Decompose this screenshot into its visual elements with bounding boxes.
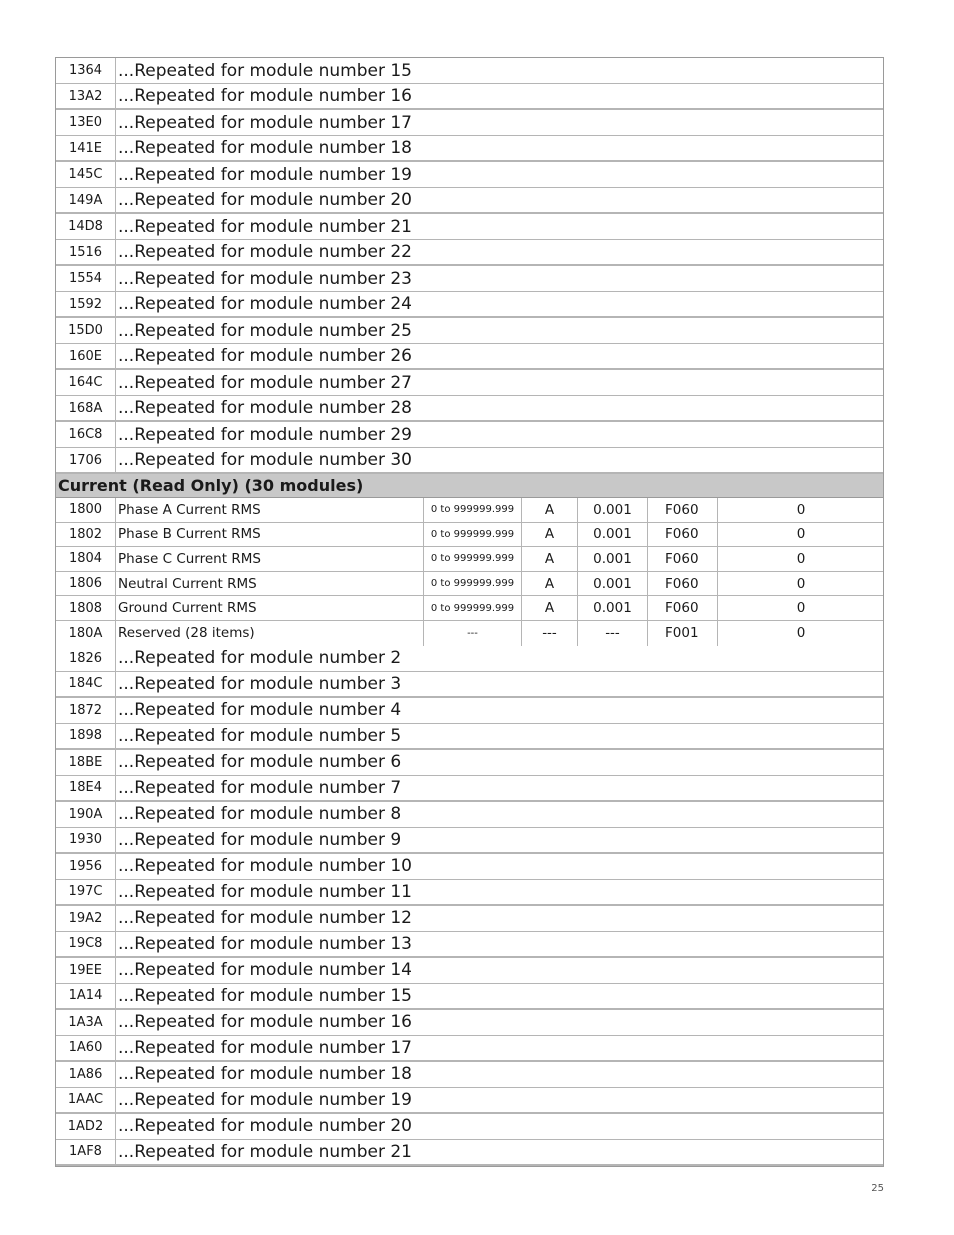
repeat-description: ...Repeated for module number 20 bbox=[118, 190, 412, 210]
repeat-row bbox=[56, 266, 883, 292]
register-units: A bbox=[522, 596, 578, 620]
repeat-row bbox=[56, 84, 883, 110]
register-address: 149A bbox=[56, 188, 116, 212]
register-default: 0 bbox=[796, 575, 806, 592]
repeat-row bbox=[56, 1062, 883, 1088]
repeat-row bbox=[56, 1114, 883, 1140]
register-address: 1872 bbox=[56, 698, 116, 723]
register-address: 1AF8 bbox=[56, 1140, 116, 1164]
register-address: 19EE bbox=[56, 958, 116, 983]
register-range: 0 to 999999.999 bbox=[424, 596, 522, 620]
repeat-description: ...Repeated for module number 2 bbox=[118, 648, 402, 669]
register-address: 1AD2 bbox=[56, 1114, 116, 1139]
register-step: 0.001 bbox=[578, 572, 648, 596]
repeat-description: ...Repeated for module number 16 bbox=[118, 1012, 412, 1033]
register-step: 0.001 bbox=[578, 596, 648, 620]
repeat-row bbox=[56, 344, 883, 370]
table-row bbox=[56, 621, 883, 646]
table-row bbox=[56, 547, 883, 572]
register-name: Phase A Current RMS bbox=[117, 498, 424, 522]
register-address: 18E4 bbox=[56, 776, 116, 800]
register-address: 1A14 bbox=[56, 984, 116, 1008]
register-default: 0 bbox=[796, 625, 806, 642]
register-name: Ground Current RMS bbox=[117, 596, 424, 620]
repeat-row bbox=[56, 370, 883, 396]
repeat-description: ...Repeated for module number 10 bbox=[118, 856, 412, 877]
repeat-description: ...Repeated for module number 27 bbox=[118, 372, 412, 393]
register-address: 1AAC bbox=[56, 1088, 116, 1112]
repeat-row bbox=[56, 1036, 883, 1062]
repeat-row bbox=[56, 448, 883, 474]
register-address: 1806 bbox=[56, 572, 116, 596]
register-address: 141E bbox=[56, 136, 116, 160]
repeat-row bbox=[56, 214, 883, 240]
repeat-row bbox=[56, 110, 883, 136]
register-address: 16C8 bbox=[56, 422, 116, 447]
register-address: 1592 bbox=[56, 292, 116, 316]
register-address: 1A3A bbox=[56, 1010, 116, 1035]
register-address: 1364 bbox=[56, 58, 116, 83]
repeat-row bbox=[56, 750, 883, 776]
register-address: 1826 bbox=[56, 646, 116, 671]
repeat-description: ...Repeated for module number 19 bbox=[118, 164, 412, 185]
current-register-rows bbox=[56, 498, 883, 646]
register-address: 1554 bbox=[56, 266, 116, 291]
register-address: 15D0 bbox=[56, 318, 116, 343]
register-name: Neutral Current RMS bbox=[117, 572, 424, 596]
register-address: 1898 bbox=[56, 724, 116, 748]
repeat-description: ...Repeated for module number 12 bbox=[118, 908, 412, 929]
repeat-description: ...Repeated for module number 21 bbox=[118, 1141, 412, 1162]
repeat-row bbox=[56, 932, 883, 958]
repeat-row bbox=[56, 984, 883, 1010]
repeat-description: ...Repeated for module number 28 bbox=[118, 398, 412, 418]
register-address: 197C bbox=[56, 880, 116, 904]
register-range: 0 to 999999.999 bbox=[424, 498, 522, 522]
repeat-description: ...Repeated for module number 29 bbox=[118, 424, 412, 445]
repeat-row bbox=[56, 422, 883, 448]
repeat-row bbox=[56, 646, 883, 672]
register-address: 1808 bbox=[56, 596, 116, 620]
register-address: 160E bbox=[56, 344, 116, 368]
register-default: 0 bbox=[796, 550, 806, 567]
repeat-description: ...Repeated for module number 17 bbox=[118, 1037, 412, 1058]
register-step: 0.001 bbox=[578, 523, 648, 547]
repeat-row bbox=[56, 58, 883, 84]
repeat-row bbox=[56, 1088, 883, 1114]
table-row bbox=[56, 523, 883, 548]
register-default: 0 bbox=[796, 526, 806, 543]
register-format: F060 bbox=[648, 572, 718, 596]
repeated-rows-bottom bbox=[56, 646, 883, 1166]
register-address: 14D8 bbox=[56, 214, 116, 239]
register-address: 164C bbox=[56, 370, 116, 395]
section-title: Current (Read Only) (30 modules) bbox=[58, 476, 364, 495]
register-name: Reserved (28 items) bbox=[117, 621, 424, 646]
repeat-description: ...Repeated for module number 17 bbox=[118, 112, 412, 133]
register-address: 1930 bbox=[56, 828, 116, 852]
register-format: F060 bbox=[648, 523, 718, 547]
table-row bbox=[56, 596, 883, 621]
table-row bbox=[56, 498, 883, 523]
register-step: 0.001 bbox=[578, 498, 648, 522]
register-address: 1A86 bbox=[56, 1062, 116, 1087]
repeat-description: ...Repeated for module number 14 bbox=[118, 960, 412, 981]
register-address: 184C bbox=[56, 672, 116, 696]
register-units: A bbox=[522, 523, 578, 547]
register-units: A bbox=[522, 572, 578, 596]
repeat-description: ...Repeated for module number 7 bbox=[118, 777, 402, 798]
repeat-description: ...Repeated for module number 4 bbox=[118, 700, 402, 721]
repeat-description: ...Repeated for module number 9 bbox=[118, 829, 402, 850]
page-number: 25 bbox=[871, 1183, 884, 1194]
register-address: 19C8 bbox=[56, 932, 116, 956]
register-step: --- bbox=[578, 621, 648, 646]
register-default: 0 bbox=[796, 501, 806, 518]
register-address: 145C bbox=[56, 162, 116, 187]
register-address: 1800 bbox=[56, 498, 116, 522]
repeat-row bbox=[56, 776, 883, 802]
register-address: 190A bbox=[56, 802, 116, 827]
repeat-row bbox=[56, 396, 883, 422]
repeat-description: ...Repeated for module number 15 bbox=[118, 60, 412, 81]
repeat-row bbox=[56, 698, 883, 724]
register-units: --- bbox=[522, 621, 578, 646]
register-address: 180A bbox=[56, 621, 116, 646]
repeat-description: ...Repeated for module number 25 bbox=[118, 320, 412, 341]
repeat-description: ...Repeated for module number 15 bbox=[118, 985, 412, 1006]
register-address: 1802 bbox=[56, 523, 116, 547]
register-address: 1804 bbox=[56, 547, 116, 571]
register-address: 1706 bbox=[56, 448, 116, 472]
repeat-description: ...Repeated for module number 6 bbox=[118, 752, 402, 773]
register-range: 0 to 999999.999 bbox=[424, 523, 522, 547]
table-row bbox=[56, 572, 883, 597]
repeat-description: ...Repeated for module number 20 bbox=[118, 1116, 412, 1137]
repeat-row bbox=[56, 880, 883, 906]
register-name: Phase C Current RMS bbox=[117, 547, 424, 571]
register-format: F060 bbox=[648, 547, 718, 571]
repeat-description: ...Repeated for module number 18 bbox=[118, 1064, 412, 1085]
repeat-description: ...Repeated for module number 24 bbox=[118, 294, 412, 314]
repeat-description: ...Repeated for module number 8 bbox=[118, 804, 402, 825]
repeat-description: ...Repeated for module number 26 bbox=[118, 346, 412, 366]
register-address: 1A60 bbox=[56, 1036, 116, 1060]
repeat-row bbox=[56, 292, 883, 318]
register-address: 168A bbox=[56, 396, 116, 420]
repeat-row bbox=[56, 1140, 883, 1166]
register-step: 0.001 bbox=[578, 547, 648, 571]
register-format: F060 bbox=[648, 596, 718, 620]
register-address: 13E0 bbox=[56, 110, 116, 135]
repeat-row bbox=[56, 136, 883, 162]
repeat-description: ...Repeated for module number 5 bbox=[118, 725, 402, 746]
repeat-description: ...Repeated for module number 21 bbox=[118, 216, 412, 237]
repeat-row bbox=[56, 802, 883, 828]
register-range: 0 to 999999.999 bbox=[424, 547, 522, 571]
repeat-row bbox=[56, 854, 883, 880]
register-address: 1956 bbox=[56, 854, 116, 879]
repeat-row bbox=[56, 188, 883, 214]
repeat-row bbox=[56, 162, 883, 188]
repeat-row bbox=[56, 906, 883, 932]
repeat-description: ...Repeated for module number 16 bbox=[118, 86, 412, 106]
repeat-description: ...Repeated for module number 18 bbox=[118, 138, 412, 158]
repeated-rows-top bbox=[56, 58, 883, 474]
register-name: Phase B Current RMS bbox=[117, 523, 424, 547]
repeat-description: ...Repeated for module number 19 bbox=[118, 1089, 412, 1110]
repeat-row bbox=[56, 240, 883, 266]
repeat-description: ...Repeated for module number 22 bbox=[118, 242, 412, 262]
repeat-description: ...Repeated for module number 11 bbox=[118, 881, 412, 902]
repeat-row bbox=[56, 724, 883, 750]
repeat-description: ...Repeated for module number 13 bbox=[118, 933, 412, 954]
register-range: 0 to 999999.999 bbox=[424, 572, 522, 596]
repeat-row bbox=[56, 828, 883, 854]
register-map-table bbox=[55, 57, 884, 1167]
register-format: F060 bbox=[648, 498, 718, 522]
repeat-row bbox=[56, 672, 883, 698]
register-units: A bbox=[522, 547, 578, 571]
register-address: 13A2 bbox=[56, 84, 116, 108]
repeat-description: ...Repeated for module number 30 bbox=[118, 450, 412, 470]
register-default: 0 bbox=[796, 600, 806, 617]
register-format: F001 bbox=[648, 621, 718, 646]
register-address: 18BE bbox=[56, 750, 116, 775]
repeat-row bbox=[56, 1010, 883, 1036]
section-header bbox=[56, 474, 883, 498]
register-address: 1516 bbox=[56, 240, 116, 264]
register-address: 19A2 bbox=[56, 906, 116, 931]
repeat-row bbox=[56, 318, 883, 344]
repeat-description: ...Repeated for module number 23 bbox=[118, 268, 412, 289]
register-range: --- bbox=[424, 621, 522, 646]
repeat-row bbox=[56, 958, 883, 984]
repeat-description: ...Repeated for module number 3 bbox=[118, 673, 402, 694]
register-units: A bbox=[522, 498, 578, 522]
